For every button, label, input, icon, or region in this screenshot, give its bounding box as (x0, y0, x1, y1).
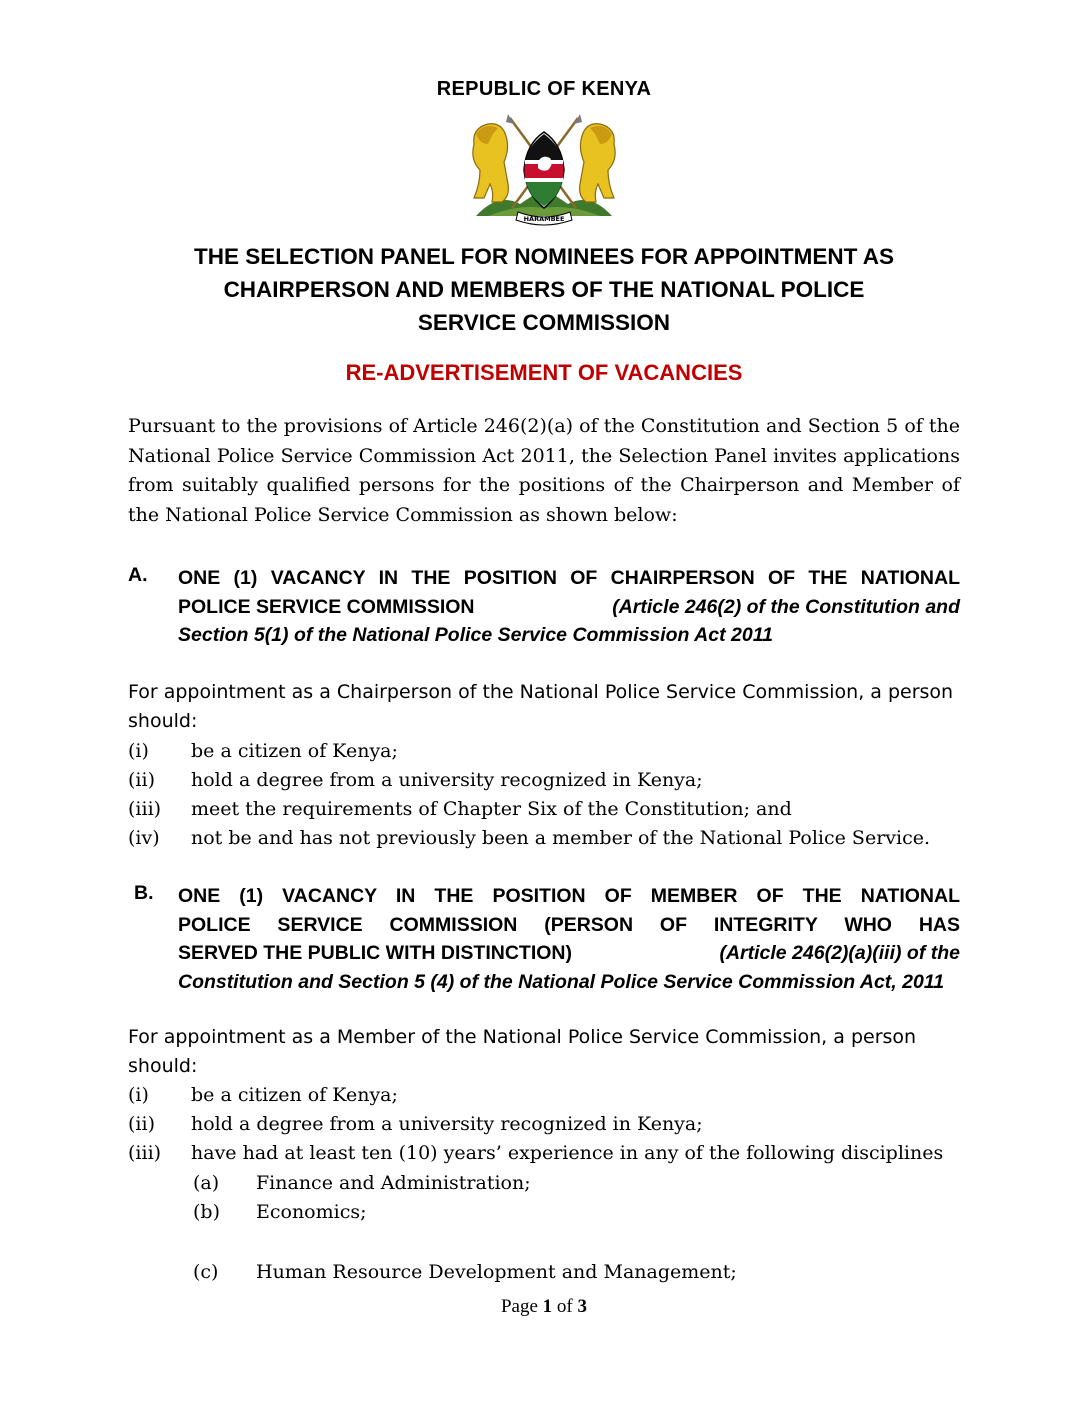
section-a-citation: (Article 246(2) of the Constitution and (612, 595, 960, 618)
section-b-line (178, 939, 960, 968)
list-item-number: (i) (128, 1084, 149, 1106)
section-a-lead-line: For appointment as a Chairperson of the National Police Service Commission, a person (128, 681, 954, 703)
section-a-citation: Section 5(1) of the National Police Service Commission Act 2011 (178, 624, 773, 646)
panel-title-line: CHAIRPERSON AND MEMBERS OF THE NATIONAL POLICE (223, 277, 865, 302)
section-b-title-bold: SERVED THE PUBLIC WITH DISTINCTION) (178, 942, 572, 964)
section-b-heading (178, 882, 960, 996)
section-b-citation: Constitution and Section 5 (4) of the National Police Service Commission Act, 2011 (178, 970, 945, 993)
section-b-line: ONE (1) VACANCY IN THE POSITION OF MEMBER OF THE NATIONAL (178, 885, 960, 907)
sub-item: Finance and Administration; (256, 1172, 531, 1194)
motto-text: HARAMBEE (523, 215, 565, 223)
list-item-number: (i) (128, 740, 149, 762)
section-a-title-bold: POLICE SERVICE COMMISSION (178, 595, 475, 618)
sub-item: Economics; (256, 1201, 367, 1223)
section-b-citation: (Article 246(2)(a)(iii) of the (719, 942, 960, 964)
sub-item-letter: (c) (193, 1261, 219, 1283)
section-a-heading (178, 564, 960, 650)
list-item-number: (ii) (128, 1113, 155, 1135)
sub-item-letter: (b) (193, 1201, 220, 1223)
panel-title-line: THE SELECTION PANEL FOR NOMINEES FOR APPOINTMENT AS (193, 244, 895, 269)
intro-paragraph: Pursuant to the provisions of Article 246(2)(a) of the Constitution and Section 5 of the National Police Service Commission Act 2011, the Selection Panel invites applications from suitably qualified persons for the positions of the Chairperson and Member of the National Police Service Commission as shown below: (128, 415, 960, 526)
list-item-number: (ii) (128, 769, 155, 791)
sub-item-letter: (a) (193, 1172, 220, 1194)
list-item: hold a degree from a university recognized in Kenya; (191, 1113, 703, 1135)
section-a-lead-line: should: (128, 710, 198, 732)
list-item: not be and has not previously been a member of the National Police Service. (191, 827, 931, 849)
list-item: be a citizen of Kenya; (191, 1084, 398, 1106)
page-total: 3 (577, 1296, 587, 1317)
page-footer (0, 1296, 1088, 1318)
list-item: meet the requirements of Chapter Six of the Constitution; and (191, 798, 792, 820)
sub-item: Human Resource Development and Management; (256, 1261, 737, 1283)
list-item: be a citizen of Kenya; (191, 740, 398, 762)
list-item: have had at least ten (10) years’ experience in any of the following disciplines (191, 1142, 944, 1164)
panel-title (120, 240, 968, 339)
section-a-line (178, 593, 960, 622)
section-b-letter: B. (134, 882, 154, 904)
page-number: 1 (542, 1296, 553, 1317)
section-b-line (178, 968, 960, 997)
section-b-line: POLICE SERVICE COMMISSION (PERSON OF INTEGRITY WHO HAS (178, 913, 960, 936)
section-b-lead-line: should: (128, 1055, 198, 1077)
section-a-lead (128, 678, 968, 736)
footer-of: of (552, 1296, 578, 1317)
list-item-number: (iv) (128, 827, 160, 849)
panel-title-line: SERVICE COMMISSION (417, 310, 671, 335)
section-a-line: ONE (1) VACANCY IN THE POSITION OF CHAIRPERSON OF THE NATIONAL (178, 567, 960, 589)
readvertisement-heading: RE-ADVERTISEMENT OF VACANCIES (345, 360, 743, 385)
section-b-lead (128, 1023, 968, 1081)
section-a-letter: A. (128, 564, 148, 586)
footer-prefix: Page (500, 1296, 543, 1317)
list-item: hold a degree from a university recognized in Kenya; (191, 769, 703, 791)
list-item-number: (iii) (128, 798, 162, 820)
kenya-coat-of-arms-icon (458, 104, 630, 232)
section-b-lead-line: For appointment as a Member of the National Police Service Commission, a person (128, 1026, 917, 1048)
country-heading: REPUBLIC OF KENYA (436, 78, 652, 100)
list-item-number: (iii) (128, 1142, 162, 1164)
section-a-line (178, 621, 960, 650)
